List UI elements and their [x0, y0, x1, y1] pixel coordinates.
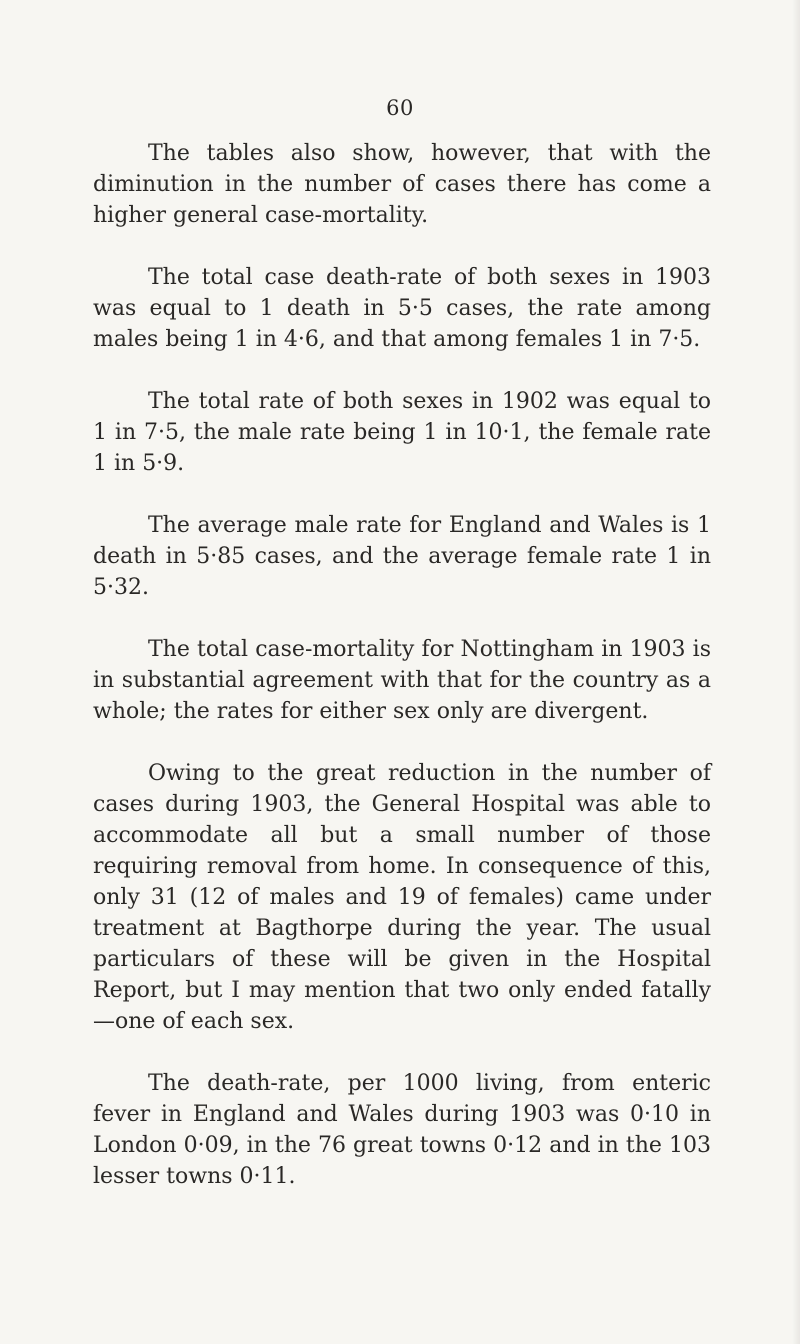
- paragraph-case-mortality: The tables also show, however, that with the diminution in the number of cases there has come a higher general case-mortality.: [93, 141, 711, 228]
- paragraph-nottingham-comparison: The total case-mortality for Nottingham in 1903 is in substantial agreement with that for the country as a whole; the rates for either sex only are divergent.: [93, 637, 711, 724]
- paragraph-1903-death-rate: The total case death-rate of both sexes in 1903 was equal to 1 death in 5·5 cases, the rate among males being 1 in 4·6, and that among females 1 in 7·5.: [93, 265, 711, 352]
- paragraph-general-hospital: Owing to the great reduction in the number of cases during 1903, the General Hospital was able to accommodate all but a small number of those requiring removal from home. In consequence of this, only 31 (12 of males and 19 of females) came under treatment at Bagthorpe during the year. The usual particulars of these will be given in the Hospital Report, but I may mention that two only ended fatally—one of each sex.: [93, 761, 711, 1034]
- paragraph-enteric-fever: The death-rate, per 1000 living, from enteric fever in England and Wales during 1903 was 0·10 in London 0·09, in the 76 great towns 0·12 and in the 103 lesser towns 0·11.: [93, 1071, 711, 1189]
- page-edge-shadow: [792, 0, 800, 1344]
- page-number: 60: [386, 96, 414, 120]
- paragraph-1902-rate: The total rate of both sexes in 1902 was equal to 1 in 7·5, the male rate being 1 in 10·1, the female rate 1 in 5·9.: [93, 389, 711, 476]
- paragraph-england-wales-average: The average male rate for England and Wales is 1 death in 5·85 cases, and the average female rate 1 in 5·32.: [93, 513, 711, 600]
- body-text: [93, 138, 711, 1223]
